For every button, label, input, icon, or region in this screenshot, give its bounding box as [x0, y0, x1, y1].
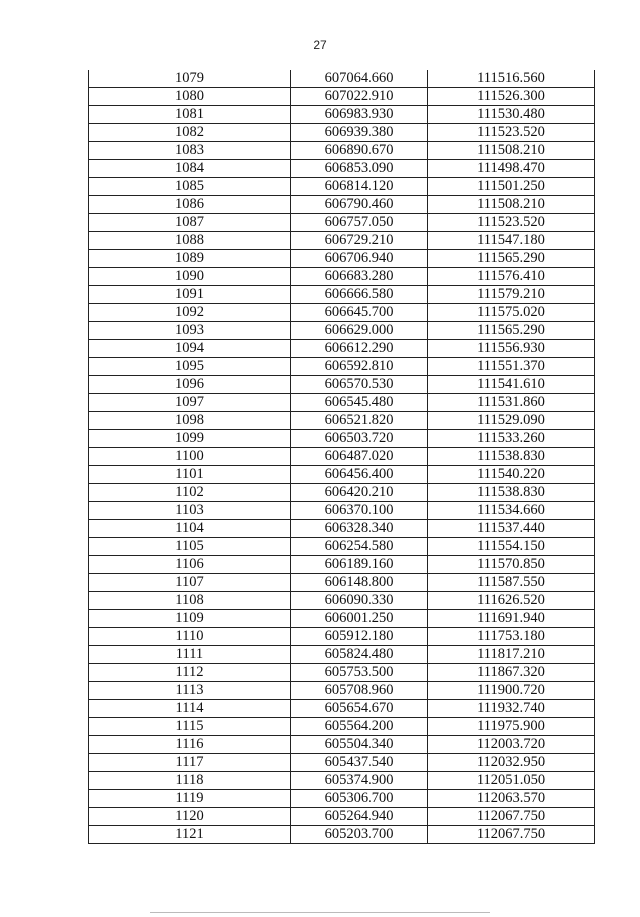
y-coordinate-cell: 112003.720 [428, 736, 595, 754]
y-coordinate-cell: 111531.860 [428, 394, 595, 412]
table-row [89, 70, 595, 88]
point-number-cell: 1080 [89, 88, 291, 106]
y-coordinate-cell: 111565.290 [428, 322, 595, 340]
point-number-cell: 1100 [89, 448, 291, 466]
table-row [89, 376, 595, 394]
point-number-cell: 1101 [89, 466, 291, 484]
point-number-cell: 1092 [89, 304, 291, 322]
x-coordinate-cell: 606090.330 [291, 592, 428, 610]
table-row [89, 196, 595, 214]
y-coordinate-cell: 111691.940 [428, 610, 595, 628]
y-coordinate-cell: 111579.210 [428, 286, 595, 304]
point-number-cell: 1121 [89, 826, 291, 844]
x-coordinate-cell: 606420.210 [291, 484, 428, 502]
x-coordinate-cell: 605564.200 [291, 718, 428, 736]
x-coordinate-cell: 606001.250 [291, 610, 428, 628]
bottom-rule [150, 912, 490, 913]
table-row [89, 520, 595, 538]
x-coordinate-cell: 605374.900 [291, 772, 428, 790]
y-coordinate-cell: 111526.300 [428, 88, 595, 106]
table-row [89, 646, 595, 664]
point-number-cell: 1098 [89, 412, 291, 430]
point-number-cell: 1117 [89, 754, 291, 772]
table-row [89, 448, 595, 466]
y-coordinate-cell: 111537.440 [428, 520, 595, 538]
table-row [89, 682, 595, 700]
coordinates-table-body [89, 70, 595, 844]
y-coordinate-cell: 111753.180 [428, 628, 595, 646]
table-row [89, 88, 595, 106]
y-coordinate-cell: 111529.090 [428, 412, 595, 430]
table-row [89, 610, 595, 628]
y-coordinate-cell: 111541.610 [428, 376, 595, 394]
y-coordinate-cell: 111540.220 [428, 466, 595, 484]
y-coordinate-cell: 112067.750 [428, 826, 595, 844]
point-number-cell: 1097 [89, 394, 291, 412]
table-row [89, 736, 595, 754]
y-coordinate-cell: 111570.850 [428, 556, 595, 574]
y-coordinate-cell: 111523.520 [428, 124, 595, 142]
x-coordinate-cell: 605753.500 [291, 664, 428, 682]
table-row [89, 160, 595, 178]
point-number-cell: 1099 [89, 430, 291, 448]
x-coordinate-cell: 606521.820 [291, 412, 428, 430]
x-coordinate-cell: 606890.670 [291, 142, 428, 160]
x-coordinate-cell: 606370.100 [291, 502, 428, 520]
y-coordinate-cell: 111932.740 [428, 700, 595, 718]
point-number-cell: 1119 [89, 790, 291, 808]
point-number-cell: 1113 [89, 682, 291, 700]
table-row [89, 466, 595, 484]
x-coordinate-cell: 605306.700 [291, 790, 428, 808]
y-coordinate-cell: 111538.830 [428, 484, 595, 502]
x-coordinate-cell: 606853.090 [291, 160, 428, 178]
table-row [89, 430, 595, 448]
table-row [89, 664, 595, 682]
point-number-cell: 1082 [89, 124, 291, 142]
x-coordinate-cell: 606503.720 [291, 430, 428, 448]
point-number-cell: 1089 [89, 250, 291, 268]
coordinates-table [88, 70, 595, 844]
point-number-cell: 1079 [89, 70, 291, 88]
y-coordinate-cell: 111498.470 [428, 160, 595, 178]
x-coordinate-cell: 606254.580 [291, 538, 428, 556]
table-row [89, 628, 595, 646]
x-coordinate-cell: 606545.480 [291, 394, 428, 412]
point-number-cell: 1084 [89, 160, 291, 178]
y-coordinate-cell: 111576.410 [428, 268, 595, 286]
x-coordinate-cell: 607022.910 [291, 88, 428, 106]
x-coordinate-cell: 606939.380 [291, 124, 428, 142]
point-number-cell: 1093 [89, 322, 291, 340]
x-coordinate-cell: 606189.160 [291, 556, 428, 574]
y-coordinate-cell: 111565.290 [428, 250, 595, 268]
x-coordinate-cell: 605437.540 [291, 754, 428, 772]
point-number-cell: 1104 [89, 520, 291, 538]
x-coordinate-cell: 605824.480 [291, 646, 428, 664]
point-number-cell: 1120 [89, 808, 291, 826]
point-number-cell: 1106 [89, 556, 291, 574]
table-row [89, 754, 595, 772]
x-coordinate-cell: 605203.700 [291, 826, 428, 844]
y-coordinate-cell: 111533.260 [428, 430, 595, 448]
point-number-cell: 1091 [89, 286, 291, 304]
x-coordinate-cell: 606729.210 [291, 232, 428, 250]
y-coordinate-cell: 111554.150 [428, 538, 595, 556]
y-coordinate-cell: 111523.520 [428, 214, 595, 232]
x-coordinate-cell: 605654.670 [291, 700, 428, 718]
y-coordinate-cell: 111534.660 [428, 502, 595, 520]
x-coordinate-cell: 606487.020 [291, 448, 428, 466]
table-row [89, 268, 595, 286]
point-number-cell: 1118 [89, 772, 291, 790]
point-number-cell: 1109 [89, 610, 291, 628]
point-number-cell: 1103 [89, 502, 291, 520]
point-number-cell: 1107 [89, 574, 291, 592]
x-coordinate-cell: 606757.050 [291, 214, 428, 232]
table-row [89, 394, 595, 412]
point-number-cell: 1116 [89, 736, 291, 754]
y-coordinate-cell: 111516.560 [428, 70, 595, 88]
table-row [89, 574, 595, 592]
table-row [89, 502, 595, 520]
x-coordinate-cell: 605504.340 [291, 736, 428, 754]
y-coordinate-cell: 112051.050 [428, 772, 595, 790]
table-row [89, 214, 595, 232]
y-coordinate-cell: 111508.210 [428, 196, 595, 214]
y-coordinate-cell: 111551.370 [428, 358, 595, 376]
table-row [89, 718, 595, 736]
x-coordinate-cell: 606456.400 [291, 466, 428, 484]
table-row [89, 124, 595, 142]
x-coordinate-cell: 606814.120 [291, 178, 428, 196]
x-coordinate-cell: 606666.580 [291, 286, 428, 304]
table-row [89, 304, 595, 322]
point-number-cell: 1085 [89, 178, 291, 196]
page-number: 27 [313, 38, 327, 52]
x-coordinate-cell: 605708.960 [291, 682, 428, 700]
x-coordinate-cell: 605912.180 [291, 628, 428, 646]
x-coordinate-cell: 606328.340 [291, 520, 428, 538]
table-row [89, 322, 595, 340]
point-number-cell: 1095 [89, 358, 291, 376]
x-coordinate-cell: 606706.940 [291, 250, 428, 268]
table-row [89, 538, 595, 556]
y-coordinate-cell: 111900.720 [428, 682, 595, 700]
x-coordinate-cell: 606683.280 [291, 268, 428, 286]
point-number-cell: 1114 [89, 700, 291, 718]
table-row [89, 232, 595, 250]
x-coordinate-cell: 606570.530 [291, 376, 428, 394]
table-row [89, 250, 595, 268]
point-number-cell: 1081 [89, 106, 291, 124]
table-row [89, 790, 595, 808]
x-coordinate-cell: 606645.700 [291, 304, 428, 322]
point-number-cell: 1102 [89, 484, 291, 502]
x-coordinate-cell: 606592.810 [291, 358, 428, 376]
y-coordinate-cell: 111867.320 [428, 664, 595, 682]
table-row [89, 286, 595, 304]
table-row [89, 826, 595, 844]
y-coordinate-cell: 112032.950 [428, 754, 595, 772]
point-number-cell: 1105 [89, 538, 291, 556]
x-coordinate-cell: 605264.940 [291, 808, 428, 826]
y-coordinate-cell: 111626.520 [428, 592, 595, 610]
x-coordinate-cell: 606983.930 [291, 106, 428, 124]
point-number-cell: 1083 [89, 142, 291, 160]
table-row [89, 106, 595, 124]
y-coordinate-cell: 111501.250 [428, 178, 595, 196]
x-coordinate-cell: 606629.000 [291, 322, 428, 340]
y-coordinate-cell: 111508.210 [428, 142, 595, 160]
table-row [89, 772, 595, 790]
y-coordinate-cell: 111575.020 [428, 304, 595, 322]
point-number-cell: 1090 [89, 268, 291, 286]
table-row [89, 808, 595, 826]
table-row [89, 556, 595, 574]
table-row [89, 358, 595, 376]
table-row [89, 178, 595, 196]
y-coordinate-cell: 111530.480 [428, 106, 595, 124]
y-coordinate-cell: 112063.570 [428, 790, 595, 808]
y-coordinate-cell: 111556.930 [428, 340, 595, 358]
point-number-cell: 1087 [89, 214, 291, 232]
point-number-cell: 1108 [89, 592, 291, 610]
point-number-cell: 1111 [89, 646, 291, 664]
point-number-cell: 1112 [89, 664, 291, 682]
point-number-cell: 1115 [89, 718, 291, 736]
x-coordinate-cell: 606148.800 [291, 574, 428, 592]
table-row [89, 412, 595, 430]
y-coordinate-cell: 111538.830 [428, 448, 595, 466]
table-row [89, 484, 595, 502]
point-number-cell: 1088 [89, 232, 291, 250]
x-coordinate-cell: 607064.660 [291, 70, 428, 88]
point-number-cell: 1094 [89, 340, 291, 358]
table-row [89, 142, 595, 160]
table-row [89, 592, 595, 610]
x-coordinate-cell: 606790.460 [291, 196, 428, 214]
point-number-cell: 1086 [89, 196, 291, 214]
point-number-cell: 1096 [89, 376, 291, 394]
y-coordinate-cell: 111975.900 [428, 718, 595, 736]
y-coordinate-cell: 111817.210 [428, 646, 595, 664]
table-row [89, 340, 595, 358]
x-coordinate-cell: 606612.290 [291, 340, 428, 358]
y-coordinate-cell: 112067.750 [428, 808, 595, 826]
point-number-cell: 1110 [89, 628, 291, 646]
y-coordinate-cell: 111587.550 [428, 574, 595, 592]
table-row [89, 700, 595, 718]
y-coordinate-cell: 111547.180 [428, 232, 595, 250]
